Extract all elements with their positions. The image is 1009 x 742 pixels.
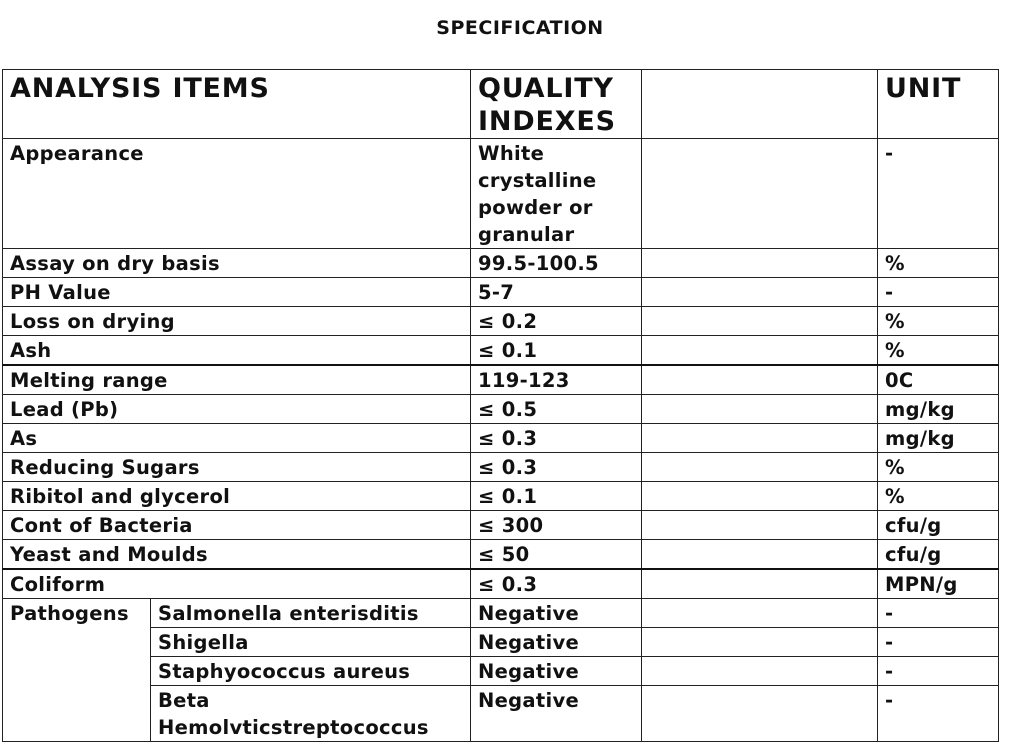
header-analysis-items: ANALYSIS ITEMS [3, 70, 471, 139]
row-item: Yeast and Moulds [3, 540, 471, 570]
row-unit: - [878, 278, 999, 307]
row-blank [642, 307, 878, 336]
row-value: Negative [471, 599, 642, 628]
row-item: Loss on drying [3, 307, 471, 336]
table-header-row [3, 70, 999, 139]
row-blank [642, 540, 878, 570]
pathogens-label: Pathogens [3, 599, 151, 742]
row-value: Negative [471, 628, 642, 657]
row-unit: MPN/g [878, 569, 999, 599]
row-unit: mg/kg [878, 424, 999, 453]
pathogen-name: Beta Hemolvticstreptococcus [151, 686, 471, 742]
row-blank [642, 336, 878, 366]
row-item: Assay on dry basis [3, 249, 471, 278]
row-blank [642, 365, 878, 395]
row-value: ≤ 0.3 [471, 569, 642, 599]
row-blank [642, 599, 878, 628]
row-item: Melting range [3, 365, 471, 395]
table-row [3, 424, 999, 453]
row-value: 5-7 [471, 278, 642, 307]
row-value: ≤ 300 [471, 511, 642, 540]
row-item: As [3, 424, 471, 453]
row-unit: - [878, 657, 999, 686]
table-row [3, 482, 999, 511]
row-blank [642, 139, 878, 249]
header-blank [642, 70, 878, 139]
row-unit: % [878, 249, 999, 278]
table-row [3, 278, 999, 307]
row-unit: % [878, 453, 999, 482]
table-row [3, 657, 999, 686]
specification-table [2, 69, 999, 742]
row-value: ≤ 0.2 [471, 307, 642, 336]
table-row [3, 336, 999, 366]
table-row [3, 249, 999, 278]
row-blank [642, 628, 878, 657]
row-unit: - [878, 686, 999, 742]
table-row [3, 686, 999, 742]
row-unit: - [878, 139, 999, 249]
table-row [3, 307, 999, 336]
row-blank [642, 395, 878, 424]
row-unit: cfu/g [878, 511, 999, 540]
table-row [3, 365, 999, 395]
table-row [3, 569, 999, 599]
pathogen-name: Shigella [151, 628, 471, 657]
pathogen-name: Staphyococcus aureus [151, 657, 471, 686]
row-blank [642, 657, 878, 686]
row-item: Cont of Bacteria [3, 511, 471, 540]
row-unit: mg/kg [878, 395, 999, 424]
row-value: Negative [471, 686, 642, 742]
row-value: White crystalline powder or granular [471, 139, 642, 249]
table-row [3, 599, 999, 628]
row-value: ≤ 0.3 [471, 424, 642, 453]
table-row [3, 453, 999, 482]
header-unit: UNIT [878, 70, 999, 139]
row-value: ≤ 0.1 [471, 336, 642, 366]
table-row [3, 540, 999, 570]
row-value: Negative [471, 657, 642, 686]
row-unit: cfu/g [878, 540, 999, 570]
row-blank [642, 482, 878, 511]
table-row [3, 395, 999, 424]
row-blank [642, 424, 878, 453]
row-value: ≤ 50 [471, 540, 642, 570]
document-title: SPECIFICATION [436, 17, 604, 39]
row-value: ≤ 0.3 [471, 453, 642, 482]
row-unit: % [878, 307, 999, 336]
row-unit: - [878, 599, 999, 628]
pathogen-name: Salmonella enterisditis [151, 599, 471, 628]
row-item: PH Value [3, 278, 471, 307]
row-unit: % [878, 336, 999, 366]
row-value: ≤ 0.5 [471, 395, 642, 424]
row-blank [642, 278, 878, 307]
row-value: ≤ 0.1 [471, 482, 642, 511]
row-item: Coliform [3, 569, 471, 599]
row-item: Ribitol and glycerol [3, 482, 471, 511]
row-item: Appearance [3, 139, 471, 249]
row-value: 119-123 [471, 365, 642, 395]
row-value: 99.5-100.5 [471, 249, 642, 278]
row-blank [642, 511, 878, 540]
table-row [3, 139, 999, 249]
header-quality-indexes: QUALITY INDEXES [471, 70, 642, 139]
table-row [3, 628, 999, 657]
table-row [3, 511, 999, 540]
row-blank [642, 569, 878, 599]
row-blank [642, 453, 878, 482]
row-unit: - [878, 628, 999, 657]
row-unit: 0C [878, 365, 999, 395]
row-unit: % [878, 482, 999, 511]
row-blank [642, 249, 878, 278]
row-blank [642, 686, 878, 742]
row-item: Reducing Sugars [3, 453, 471, 482]
row-item: Lead (Pb) [3, 395, 471, 424]
row-item: Ash [3, 336, 471, 366]
